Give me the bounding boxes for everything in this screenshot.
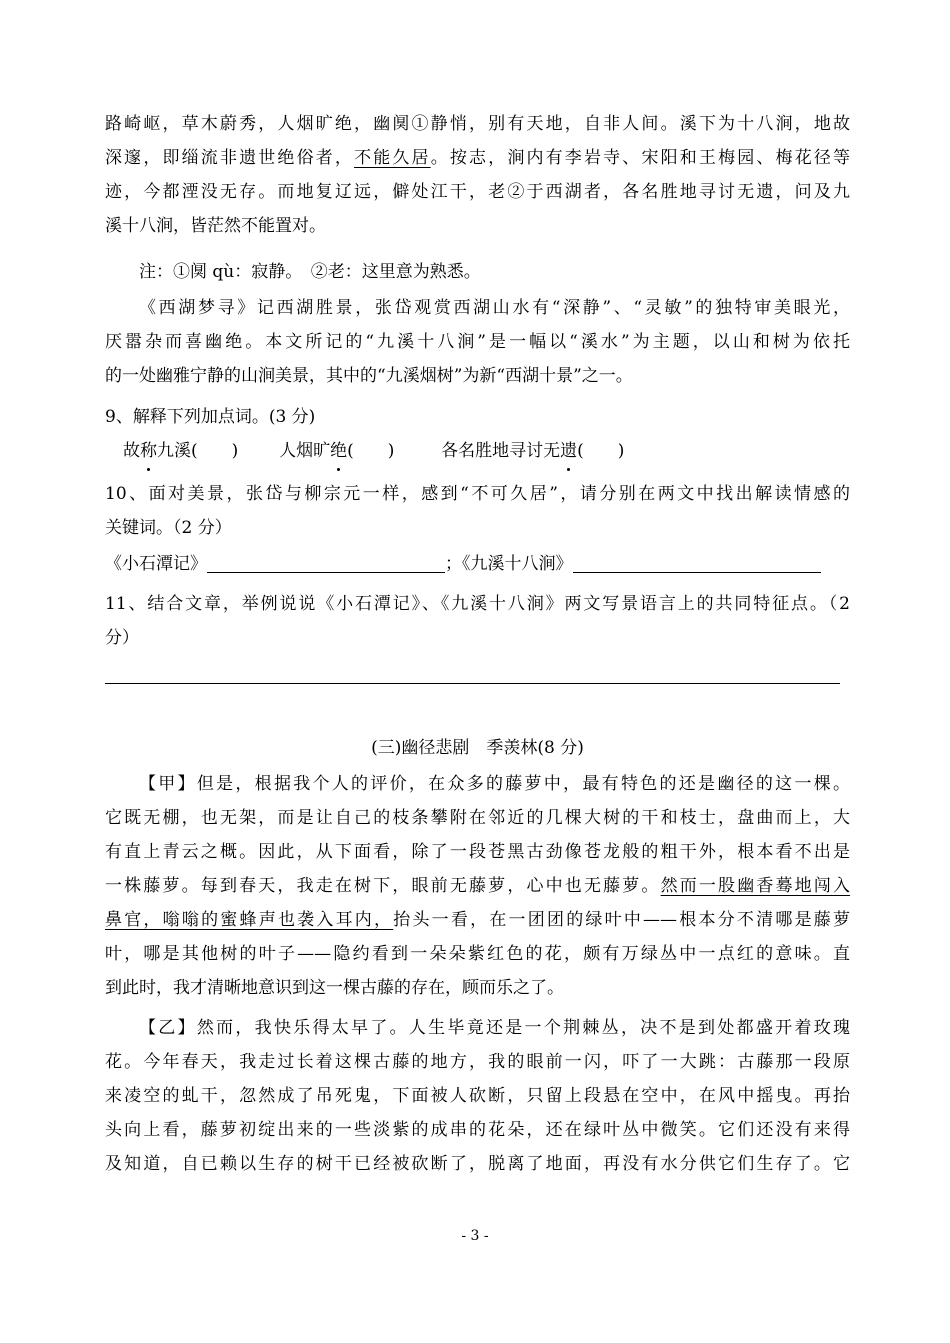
dotted-char: 遗 (560, 434, 577, 468)
text-span: 一株藤萝。每到春天，我走在树下，眼前无藤萝，心中也无藤萝。 (105, 876, 661, 896)
label-xiaoshitan: 《小石潭记》 (105, 554, 207, 574)
q9-items (105, 434, 850, 468)
passage-line: 溪十八涧，皆茫然不能置对。 (105, 216, 326, 236)
paragraph-yi (105, 1011, 850, 1181)
dotted-char: 绝 (330, 434, 347, 468)
para-line: 到此时，我才清晰地意识到这一棵古藤的存在，顾而乐之了。 (105, 978, 564, 998)
underlined-sentence: 鼻官，嗡嗡的蜜蜂声也袭入耳内， (105, 910, 394, 930)
text-span: 抬头一看，在一团团的绿叶中——根本分不清哪是藤萝 (393, 910, 851, 930)
para-line (105, 869, 850, 903)
notes-text: 注：①阒 qù：寂静。 ②老：这里意为熟悉。 (139, 262, 481, 282)
para-line: 叶，哪是其他树的叶子——隐约看到一朵朵紫红色的花，颇有万绿丛中一点红的意味。直 (105, 944, 850, 964)
para-line: 【乙】然而，我快乐得太早了。人生毕竟还是一个荆棘丛，决不是到处都盛开着玫瑰 (139, 1018, 850, 1038)
intro-line: 的一处幽雅宁静的山涧美景，其中的“九溪烟树”为新“西湖十景”之一。 (105, 366, 633, 386)
paragraph-jia (105, 767, 850, 1005)
dotted-char: 称 (140, 434, 157, 468)
para-line: 花。今年春天，我走过长着这棵古藤的地方，我的眼前一闪，吓了一大跳：古藤那一段原 (105, 1052, 850, 1072)
passage-line: 迹，今都湮没无存。而地复辽远，僻处江干，老②于西湖者，各名胜地寻讨无遗，问及九 (105, 182, 850, 202)
label-jiuxi: 《九溪十八涧》 (462, 554, 573, 574)
question-11 (105, 587, 850, 655)
question-line: 关键词。（2 分） (105, 518, 232, 538)
question-10 (105, 477, 850, 581)
para-line: 【甲】但是，根据我个人的评价，在众多的藤萝中，最有特色的还是幽径的这一棵。 (139, 774, 850, 794)
para-line: 来凌空的虬干，忽然成了吊死鬼，下面被人砍断，只留上段悬在空中，在风中摇曳。再抬 (105, 1086, 850, 1106)
section-title (105, 731, 850, 765)
underlined-sentence: 然而一股幽香蓦地闯入 (660, 876, 850, 896)
text-span: ( ) (347, 441, 395, 461)
q9-item-2 (279, 441, 394, 461)
passage-line (105, 141, 850, 175)
page-number: - 3 - (461, 1228, 489, 1244)
para-line (105, 903, 850, 937)
annotation-notes (105, 255, 850, 289)
text-span: ( ) (577, 441, 625, 461)
question-title: 9、解释下列加点词。(3 分) (105, 407, 316, 427)
text-span: 深邃，即缁流非遗世绝俗者， (105, 148, 355, 168)
text-span: 。按志，涧内有李岩寺、宋阳和王梅园、梅花径等 (430, 148, 851, 168)
intro-paragraph (105, 291, 850, 393)
underlined-phrase: 不能久居 (354, 148, 431, 168)
text-span: 九溪( ) (157, 441, 239, 461)
para-line: 它既无棚，也无架，而是让自己的枝条攀附在邻近的几棵大树的干和枝士，盘曲而上，大 (105, 808, 850, 828)
q10-answer-line (105, 547, 850, 581)
passage (105, 107, 850, 243)
q9-item-1 (123, 441, 238, 461)
intro-line: 《西湖梦寻》记西湖胜景，张岱观赏西湖山水有“深静”、“灵敏”的独特审美眼光， (139, 298, 850, 318)
passage-line: 路崎岖，草木蔚秀，人烟旷绝，幽阒①静悄，别有天地，自非人间。溪下为十八涧，地故 (105, 114, 850, 134)
answer-line-q11[interactable] (105, 683, 840, 684)
text-span: 各名胜地寻讨无 (441, 441, 561, 461)
question-line: 11、结合文章，举例说说《小石潭记》、《九溪十八涧》两文写景语言上的共同特征点。（2 (105, 594, 850, 614)
question-9 (105, 400, 850, 468)
q9-item-3 (441, 441, 624, 461)
answer-blank-b[interactable] (573, 552, 821, 573)
text-span: 人烟旷 (279, 441, 331, 461)
para-line: 及知道，自已赖以生存的树干已经被砍断了，脱离了地面，再没有水分供它们生存了。它 (105, 1154, 850, 1174)
section-title-text: (三)幽径悲剧 季羡林(8 分) (371, 738, 584, 758)
answer-blank-a[interactable] (207, 552, 445, 573)
para-line: 有直上青云之概。因此，从下面看，除了一段苍黑古劲像苍龙般的粗干外，根本看不出是 (105, 842, 850, 862)
question-line: 10、面对美景，张岱与柳宗元一样，感到“不可久居”，请分别在两文中找出解读情感的 (105, 484, 850, 504)
separator: ； (445, 554, 462, 574)
text-span: 故 (123, 441, 140, 461)
question-line: 分） (105, 628, 139, 648)
para-line: 头向上看，藤萝初绽出来的一些淡紫的成串的花朵，还在绿叶丛中微笑。它们还没有来得 (105, 1120, 850, 1140)
intro-line: 厌嚣杂而喜幽绝。本文所记的“九溪十八涧”是一幅以“溪水”为主题，以山和树为依托 (105, 332, 850, 352)
